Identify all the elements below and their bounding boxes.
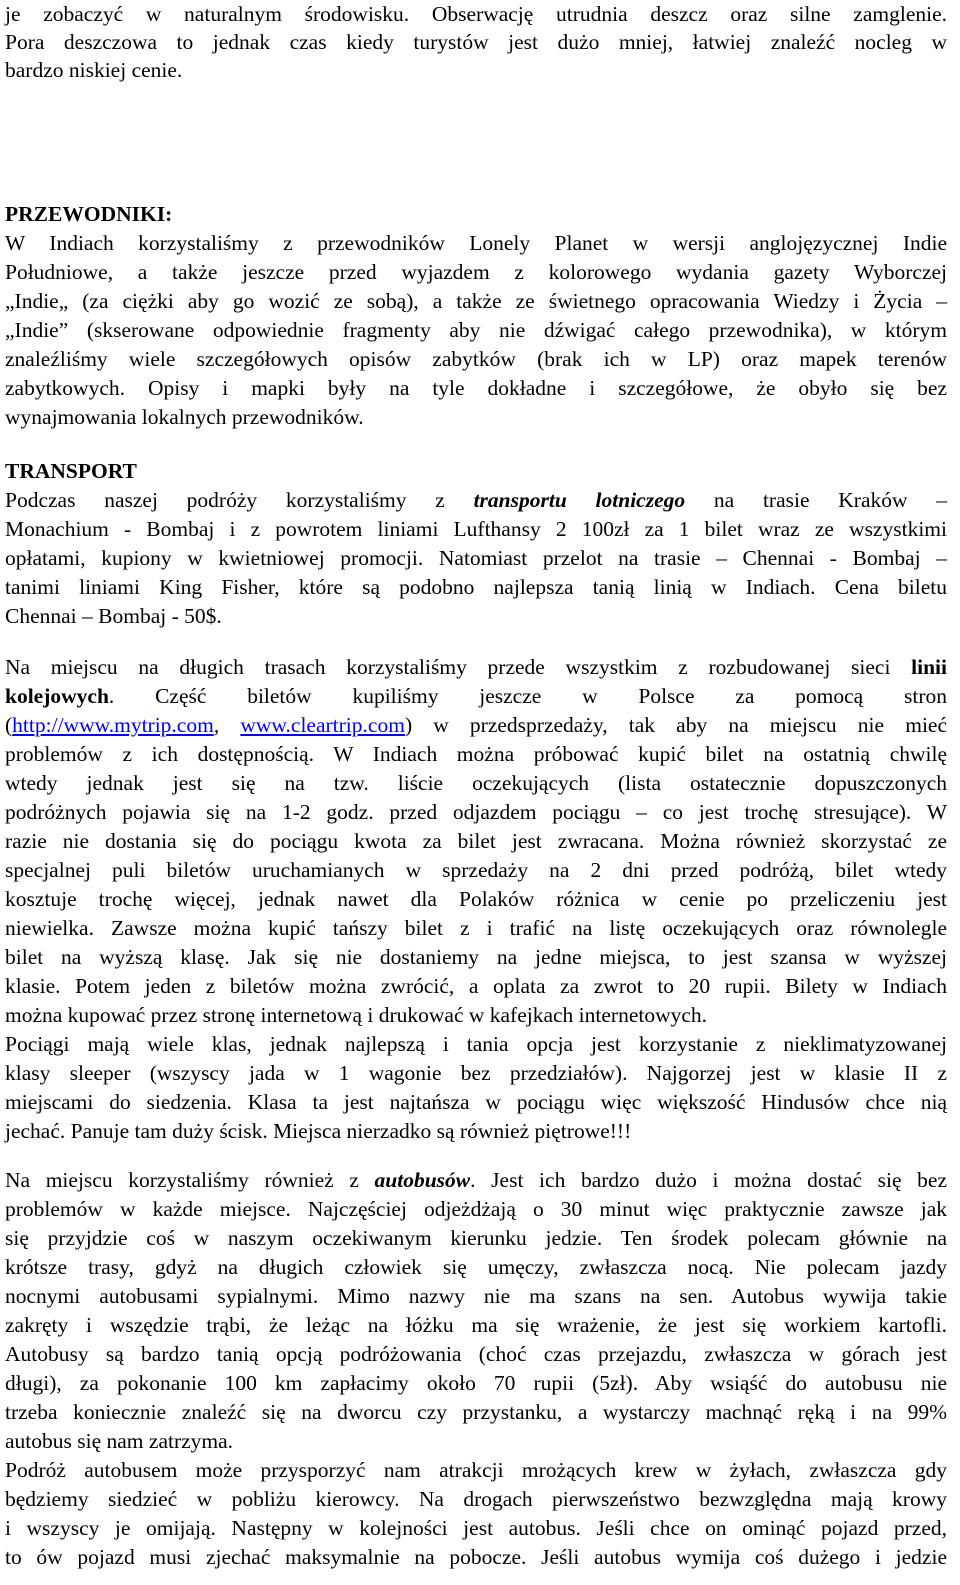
text-line: Podróż autobusem może przysporzyć nam atrakcji mrożących krew w żyłach, zwłaszcza gdy (5, 1458, 947, 1482)
text-line: znaleźliśmy wiele szczegółowych opisów zabytków (brak ich w LP) oraz mapek terenów (5, 347, 947, 371)
text-line: bardzo niskiej cenie. (5, 58, 183, 82)
section-heading-transport: TRANSPORT (5, 459, 137, 483)
text-line: krótsze trasy, gdyż na długich człowiek się umęczy, zwłaszcza nocą. Nie polecam jazdy (5, 1255, 947, 1279)
text-line: długi), za pokonanie 100 km zapłacimy około 70 rupii (5zł). Aby wsiąść do autobusu nie (5, 1371, 947, 1395)
link-cleartrip[interactable]: www.cleartrip.com (240, 713, 405, 737)
text-line: będziemy siedzieć w pobliżu kierowcy. Na drogach pierwszeństwo bezwzględna mają krowy (5, 1487, 947, 1511)
text-line: razie nie dostania się do pociągu kwota za bilet jest zwracana. Można również skorzystać ze (5, 829, 947, 853)
emphasis-rail: linii (911, 655, 948, 679)
text-line: można kupować przez stronę internetową i drukować w kafejkach internetowych. (5, 1003, 708, 1027)
text-line: „Indie„ (za ciężki aby go wozić ze sobą), a także ze świetnego opracowania Wiedzy i Życia – (5, 289, 947, 313)
text-line: specjalnej puli biletów uruchamianych w sprzedaży na 2 dni przed podróżą, bilet wtedy (5, 858, 947, 882)
emphasis-rail: kolejowych (5, 684, 109, 708)
text-line: wtedy jednak jest się na tzw. liście oczekujących (lista ostatecznie dopuszczonych (5, 771, 947, 795)
text-line (5, 1166, 947, 1194)
text-span: Na miejscu korzystaliśmy również z (5, 1168, 359, 1192)
text-line: zabytkowych. Opisy i mapki były na tyle dokładne i szczegółowe, że obyło się bez (5, 376, 947, 400)
text-line: Chennai – Bombaj - 50$. (5, 604, 222, 628)
text-line: Monachium - Bombaj i z powrotem liniami Lufthansy 2 100zł za 1 bilet wraz ze wszystkimi (5, 517, 947, 541)
text-line: problemów z ich dostępnością. W Indiach można próbować kupić bilet na ostatnią chwilę (5, 742, 947, 766)
text-line (5, 653, 947, 681)
text-line: klasy sleeper (wszyscy jada w 1 wagonie bez przedziałów). Najgorzej jest w klasie II z (5, 1061, 947, 1085)
text-line: podróżnych pojawia się na 1-2 godz. przed odjazdem pociągu – co jest trochę stresujące). W (5, 800, 947, 824)
text-line: nocnymi autobusami sypialnymi. Mimo nazwy nie ma szans na sen. Autobus wywija takie (5, 1284, 947, 1308)
text-line: niewielka. Zawsze można kupić tańszy bilet z i trafić na listę oczekujących oraz równolegle (5, 916, 947, 940)
text-line: się przyjdzie coś w naszym oczekiwanym kierunku jedzie. Ten środek polecam głównie na (5, 1226, 947, 1250)
text-line: W Indiach korzystaliśmy z przewodników Lonely Planet w wersji anglojęzycznej Indie (5, 231, 947, 255)
text-line: jechać. Panuje tam duży ścisk. Miejsca nierzadko są również piętrowe!!! (5, 1119, 632, 1143)
text-line: tanimi liniami King Fisher, które są podobno najlepsza tanią linią w Indiach. Cena biletu (5, 575, 947, 599)
text-line (5, 682, 947, 710)
text-span: na trasie Kraków – (713, 488, 948, 512)
text-span: . Jest ich bardzo dużo i można dostać się bez (470, 1168, 947, 1192)
text-line: je zobaczyć w naturalnym środowisku. Obserwację utrudnia deszcz oraz silne zamglenie. (5, 2, 947, 26)
text-span: . Część biletów kupiliśmy jeszcze w Polsce za pomocą stron (108, 684, 947, 708)
text-line: Południowe, a także jeszcze przed wyjazdem z kolorowego wydania gazety Wyborczej (5, 260, 947, 284)
text-span: ( (5, 713, 13, 737)
text-line: zakręty i wszędzie trąbi, że leżąc na łóżku ma się wrażenie, że jest się workiem kartofli. (5, 1313, 947, 1337)
text-line: opłatami, kupiony w kwietniowej promocji. Natomiast przelot na trasie – Chennai - Bombaj – (5, 546, 947, 570)
emphasis-air-transport: transportu lotniczego (473, 488, 686, 512)
text-span: Na miejscu na długich trasach korzystaliśmy przede wszystkim z rozbudowanej sieci (5, 655, 891, 679)
text-line: „Indie” (skserowane odpowiednie fragmenty aby nie dźwigać całego przewodnika), w którym (5, 318, 947, 342)
text-line: to ów pojazd musi zjechać maksymalnie na pobocze. Jeśli autobus wymija coś dużego i jedzie (5, 1545, 947, 1569)
text-line: problemów w każde miejsce. Najczęściej odjeżdżają o 30 minut więc praktycznie zawsze jak (5, 1197, 947, 1221)
text-span: Podczas naszej podróży korzystaliśmy z (5, 488, 445, 512)
text-span: ) w przedsprzedaży, tak aby na miejscu nie mieć (404, 713, 947, 737)
text-line: i wszyscy je omijają. Następny w kolejności jest autobus. Jeśli chce on ominąć pojazd przed, (5, 1516, 947, 1540)
text-line: kosztuje trochę więcej, jednak nawet dla Polaków różnica w cenie po przeliczeniu jest (5, 887, 947, 911)
text-span: , (213, 713, 241, 737)
text-line: Pora deszczowa to jednak czas kiedy turystów jest dużo mniej, łatwiej znaleźć nocleg w (5, 30, 947, 54)
text-line: autobus się nam zatrzyma. (5, 1429, 234, 1453)
link-mytrip[interactable]: http://www.mytrip.com (12, 713, 214, 737)
text-line: miejscami do siedzenia. Klasa ta jest najtańsza w pociągu więc większość Hindusów chce nią (5, 1090, 947, 1114)
text-line (5, 711, 947, 739)
text-line: bilet na wyższą klasę. Jak się nie dostaniemy na jedne miejsca, to jest szansa w wyższej (5, 945, 947, 969)
text-line: trzeba koniecznie znaleźć się na dworcu czy przystanku, a wystarczy machnąć ręką i na 99% (5, 1400, 947, 1424)
emphasis-buses: autobusów (374, 1168, 471, 1192)
text-line (5, 486, 947, 514)
section-heading-przewodniki: PRZEWODNIKI: (5, 202, 173, 226)
text-line: wynajmowania lokalnych przewodników. (5, 405, 364, 429)
text-line: Autobusy są bardzo tanią opcją podróżowania (choć czas przejazdu, zwłaszcza w górach jest (5, 1342, 947, 1366)
text-line: klasie. Potem jeden z biletów można zwrócić, a oplata za zwrot to 20 rupii. Bilety w Indiach (5, 974, 947, 998)
text-line: Pociągi mają wiele klas, jednak najlepszą i tania opcja jest korzystanie z nieklimatyzowanej (5, 1032, 947, 1056)
